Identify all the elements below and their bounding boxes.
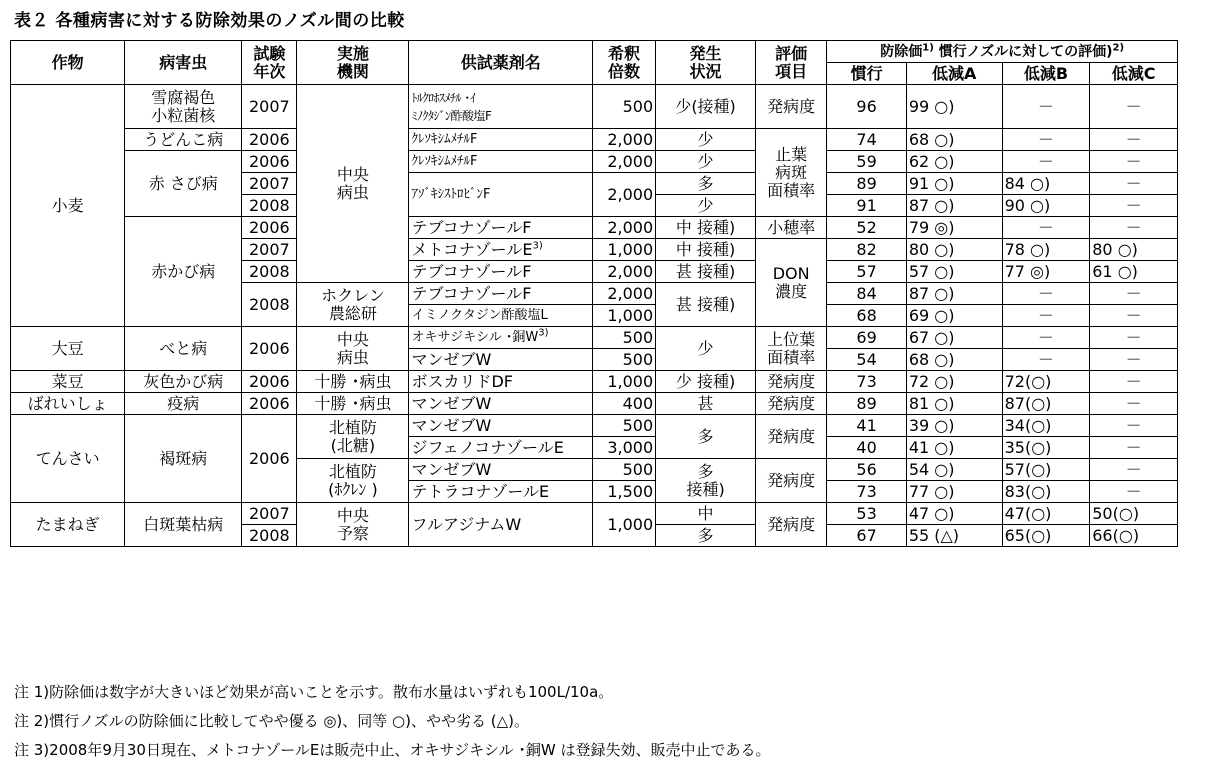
header-group-mid: 慣行ノズルに対しての評価) (933, 43, 1113, 60)
red-c-cell: － (1090, 349, 1178, 371)
header-red-a: 低減A (906, 63, 1002, 85)
red-b-cell: 77 ◎) (1002, 261, 1090, 283)
drug-cell: フルアジナムW (409, 503, 592, 547)
org-cell: 北植防 (ﾎｸﾚﾝ ) (297, 459, 409, 503)
conv-cell: 73 (827, 481, 906, 503)
conv-cell: 89 (827, 393, 906, 415)
red-a-cell: 80 ○) (906, 239, 1002, 261)
red-a-cell: 87 ○) (906, 283, 1002, 305)
table-row (11, 151, 1178, 173)
red-b-cell: 78 ○) (1002, 239, 1090, 261)
red-a-cell: 62 ○) (906, 151, 1002, 173)
footnotes (14, 678, 770, 765)
drug-cell: マンゼブW (409, 459, 592, 481)
dilution-cell: 1,000 (592, 305, 655, 327)
conv-cell: 68 (827, 305, 906, 327)
occurrence-cell: 少 (656, 151, 756, 173)
header-pest: 病害虫 (125, 41, 242, 85)
header-org: 実施 機関 (297, 41, 409, 85)
red-b-cell: 83(○) (1002, 481, 1090, 503)
dilution-cell: 500 (592, 85, 655, 129)
comparison-table (10, 40, 1178, 547)
table-row (11, 327, 1178, 349)
drug-cell: テブコナゾールF (409, 261, 592, 283)
red-c-cell: － (1090, 459, 1178, 481)
year-cell: 2006 (242, 327, 297, 371)
dilution-cell: 500 (592, 327, 655, 349)
drug-cell: イミノクタジン酢酸塩L (409, 305, 592, 327)
drug-cell (409, 239, 592, 261)
red-b-cell: 34(○) (1002, 415, 1090, 437)
red-c-cell: 61 ○) (1090, 261, 1178, 283)
item-cell: 止葉 病斑 面積率 (756, 129, 827, 217)
org-cell: ホクレン 農総研 (297, 283, 409, 327)
pest-cell: べと病 (125, 327, 242, 371)
table-row (11, 371, 1178, 393)
header-crop: 作物 (11, 41, 125, 85)
drug-cell: ジフェノコナゾールE (409, 437, 592, 459)
red-a-cell: 57 ○) (906, 261, 1002, 283)
item-cell: DON 濃度 (756, 239, 827, 327)
item-cell: 発病度 (756, 393, 827, 415)
drug-note: 3) (538, 327, 549, 339)
pest-cell: 褐斑病 (125, 415, 242, 503)
dilution-cell: 500 (592, 349, 655, 371)
conv-cell: 82 (827, 239, 906, 261)
drug-name: オキサジキシル ･銅W (411, 329, 539, 345)
pest-cell: 灰色かび病 (125, 371, 242, 393)
pest-cell: 白斑葉枯病 (125, 503, 242, 547)
occurrence-cell: 甚 (656, 393, 756, 415)
footnote-3: 注 3)2008年9月30日現在、メトコナゾールEは販売中止、オキサジキシル ･銅W は登録失効、販売中止である。 (14, 741, 771, 759)
drug-cell (409, 327, 592, 349)
org-cell: 十勝 ･病虫 (297, 371, 409, 393)
year-cell: 2008 (242, 261, 297, 283)
year-cell: 2007 (242, 239, 297, 261)
year-cell: 2007 (242, 503, 297, 525)
dilution-cell: 1,000 (592, 503, 655, 547)
red-b-cell: － (1002, 129, 1090, 151)
conv-cell: 53 (827, 503, 906, 525)
red-a-cell: 81 ○) (906, 393, 1002, 415)
conv-cell: 59 (827, 151, 906, 173)
occurrence-cell: 多 (656, 525, 756, 547)
dilution-cell: 400 (592, 393, 655, 415)
footnote-2: 注 2)慣行ノズルの防除価に比較してやや優る ◎)、同等 ○)、やや劣る (△)。 (14, 712, 529, 730)
red-c-cell: － (1090, 481, 1178, 503)
dilution-cell: 1,500 (592, 481, 655, 503)
org-cell: 北植防 (北糖) (297, 415, 409, 459)
dilution-cell: 2,000 (592, 129, 655, 151)
red-c-cell: － (1090, 173, 1178, 195)
red-c-cell: － (1090, 371, 1178, 393)
header-group: 防除価 (880, 43, 923, 60)
year-cell: 2006 (242, 393, 297, 415)
conv-cell: 67 (827, 525, 906, 547)
table-row (11, 85, 1178, 129)
occurrence-cell: 中 (656, 503, 756, 525)
drug-cell: ｸﾚｿｷｼﾑﾒﾁﾙF (409, 151, 592, 173)
red-b-cell: － (1002, 349, 1090, 371)
drug-name: メトコナゾールE (411, 239, 533, 259)
red-c-cell: － (1090, 415, 1178, 437)
red-a-cell: 79 ◎) (906, 217, 1002, 239)
year-cell: 2007 (242, 85, 297, 129)
drug-cell: マンゼブW (409, 415, 592, 437)
table-row (11, 393, 1178, 415)
header-item: 評価 項目 (756, 41, 827, 85)
table-row (11, 129, 1178, 151)
red-b-cell: － (1002, 305, 1090, 327)
red-c-cell: 80 ○) (1090, 239, 1178, 261)
dilution-cell: 3,000 (592, 437, 655, 459)
conv-cell: 89 (827, 173, 906, 195)
header-row-1 (11, 41, 1178, 63)
red-c-cell: － (1090, 283, 1178, 305)
year-cell: 2008 (242, 195, 297, 217)
header-note2: 2) (1112, 41, 1125, 53)
header-dilution: 希釈 倍数 (592, 41, 655, 85)
pest-cell: 雪腐褐色 小粒菌核 (125, 85, 242, 129)
occurrence-cell: 多 (656, 415, 756, 459)
drug-note: 3) (532, 240, 543, 252)
drug-cell: ｸﾚｿｷｼﾑﾒﾁﾙF (409, 129, 592, 151)
dilution-cell: 2,000 (592, 261, 655, 283)
pest-cell: 赤 さび病 (125, 151, 242, 217)
occurrence-cell: 甚 接種) (656, 283, 756, 327)
dilution-cell: 1,000 (592, 371, 655, 393)
year-cell: 2006 (242, 129, 297, 151)
header-year: 試験 年次 (242, 41, 297, 85)
conv-cell: 73 (827, 371, 906, 393)
year-cell: 2007 (242, 173, 297, 195)
header-control-value (827, 41, 1178, 63)
red-a-cell: 91 ○) (906, 173, 1002, 195)
org-cell: 中央 病虫 (297, 85, 409, 283)
header-red-c: 低減C (1090, 63, 1178, 85)
occurrence-cell: 多 (656, 173, 756, 195)
red-b-cell: － (1002, 151, 1090, 173)
header-occurrence: 発生 状況 (656, 41, 756, 85)
crop-cell: ばれいしょ (11, 393, 125, 415)
table-row (11, 415, 1178, 437)
table-row (11, 217, 1178, 239)
red-b-cell: 84 ○) (1002, 173, 1090, 195)
red-c-cell: － (1090, 327, 1178, 349)
red-a-cell: 72 ○) (906, 371, 1002, 393)
red-a-cell: 54 ○) (906, 459, 1002, 481)
year-cell: 2006 (242, 151, 297, 173)
occurrence-cell: 少 (656, 195, 756, 217)
red-b-cell: － (1002, 217, 1090, 239)
item-cell: 発病度 (756, 85, 827, 129)
red-b-cell: 65(○) (1002, 525, 1090, 547)
table-row (11, 503, 1178, 525)
conv-cell: 69 (827, 327, 906, 349)
red-a-cell: 77 ○) (906, 481, 1002, 503)
red-b-cell: － (1002, 327, 1090, 349)
red-c-cell: － (1090, 85, 1178, 129)
dilution-cell: 500 (592, 459, 655, 481)
year-cell: 2006 (242, 217, 297, 239)
red-a-cell: 67 ○) (906, 327, 1002, 349)
drug-cell: ボスカリドDF (409, 371, 592, 393)
red-c-cell: 66(○) (1090, 525, 1178, 547)
red-b-cell: 47(○) (1002, 503, 1090, 525)
drug-cell: テブコナゾールF (409, 283, 592, 305)
occurrence-cell: 少(接種) (656, 85, 756, 129)
occurrence-cell: 少 (656, 327, 756, 371)
conv-cell: 56 (827, 459, 906, 481)
org-cell: 中央 予察 (297, 503, 409, 547)
red-b-cell: 57(○) (1002, 459, 1090, 481)
red-c-cell: 50(○) (1090, 503, 1178, 525)
dilution-cell: 2,000 (592, 151, 655, 173)
header-note1: 1) (922, 41, 934, 53)
red-a-cell: 68 ○) (906, 349, 1002, 371)
footnote-1: 注 1)防除価は数字が大きいほど効果が高いことを示す。散布水量はいずれも100L/10a。 (14, 683, 614, 701)
item-cell: 発病度 (756, 371, 827, 393)
red-c-cell: － (1090, 151, 1178, 173)
red-a-cell: 55 (△) (906, 525, 1002, 547)
conv-cell: 74 (827, 129, 906, 151)
dilution-cell: 2,000 (592, 217, 655, 239)
year-cell: 2008 (242, 525, 297, 547)
crop-cell: 小麦 (11, 85, 125, 327)
red-b-cell: 35(○) (1002, 437, 1090, 459)
red-b-cell: － (1002, 283, 1090, 305)
item-cell: 発病度 (756, 503, 827, 547)
red-c-cell: － (1090, 437, 1178, 459)
red-a-cell: 68 ○) (906, 129, 1002, 151)
red-a-cell: 41 ○) (906, 437, 1002, 459)
dilution-cell: 2,000 (592, 173, 655, 217)
occurrence-cell: 中 接種) (656, 217, 756, 239)
pest-cell: 赤かび病 (125, 217, 242, 327)
crop-cell: 菜豆 (11, 371, 125, 393)
dilution-cell: 500 (592, 415, 655, 437)
occurrence-cell: 少 接種) (656, 371, 756, 393)
dilution-cell: 2,000 (592, 283, 655, 305)
occurrence-cell: 中 接種) (656, 239, 756, 261)
conv-cell: 57 (827, 261, 906, 283)
pest-cell: うどんこ病 (125, 129, 242, 151)
red-c-cell: － (1090, 195, 1178, 217)
conv-cell: 40 (827, 437, 906, 459)
drug-cell: ﾄﾙｸﾛﾎｽﾒﾁﾙ ･ｲ ﾐﾉｸﾀｼﾞﾝ酢酸塩F (409, 85, 592, 129)
red-a-cell: 39 ○) (906, 415, 1002, 437)
drug-cell: ｱｿﾞｷｼｽﾄﾛﾋﾞﾝF (409, 173, 592, 217)
red-b-cell: 72(○) (1002, 371, 1090, 393)
red-c-cell: － (1090, 393, 1178, 415)
conv-cell: 96 (827, 85, 906, 129)
pest-cell: 疫病 (125, 393, 242, 415)
red-b-cell: － (1002, 85, 1090, 129)
red-b-cell: 87(○) (1002, 393, 1090, 415)
crop-cell: てんさい (11, 415, 125, 503)
item-cell: 上位葉 面積率 (756, 327, 827, 371)
year-cell: 2006 (242, 415, 297, 503)
year-cell: 2006 (242, 371, 297, 393)
red-a-cell: 69 ○) (906, 305, 1002, 327)
occurrence-cell: 多 接種) (656, 459, 756, 503)
red-c-cell: － (1090, 129, 1178, 151)
red-a-cell: 47 ○) (906, 503, 1002, 525)
org-cell: 中央 病虫 (297, 327, 409, 371)
header-red-b: 低減B (1002, 63, 1090, 85)
conv-cell: 54 (827, 349, 906, 371)
item-cell: 発病度 (756, 459, 827, 503)
conv-cell: 84 (827, 283, 906, 305)
red-b-cell: 90 ○) (1002, 195, 1090, 217)
drug-cell: テトラコナゾールE (409, 481, 592, 503)
drug-cell: テブコナゾールF (409, 217, 592, 239)
red-a-cell: 99 ○) (906, 85, 1002, 129)
occurrence-cell: 少 (656, 129, 756, 151)
conv-cell: 52 (827, 217, 906, 239)
drug-cell: マンゼブW (409, 393, 592, 415)
red-a-cell: 87 ○) (906, 195, 1002, 217)
header-drug: 供試薬剤名 (409, 41, 592, 85)
crop-cell: たまねぎ (11, 503, 125, 547)
conv-cell: 41 (827, 415, 906, 437)
crop-cell: 大豆 (11, 327, 125, 371)
red-c-cell: － (1090, 217, 1178, 239)
year-cell: 2008 (242, 283, 297, 327)
red-c-cell: － (1090, 305, 1178, 327)
item-cell: 発病度 (756, 415, 827, 459)
conv-cell: 91 (827, 195, 906, 217)
header-conv: 慣行 (827, 63, 906, 85)
dilution-cell: 1,000 (592, 239, 655, 261)
item-cell: 小穂率 (756, 217, 827, 239)
occurrence-cell: 甚 接種) (656, 261, 756, 283)
table-title: 表２ 各種病害に対する防除効果のノズル間の比較 (14, 11, 405, 31)
drug-cell: マンゼブW (409, 349, 592, 371)
org-cell: 十勝 ･病虫 (297, 393, 409, 415)
